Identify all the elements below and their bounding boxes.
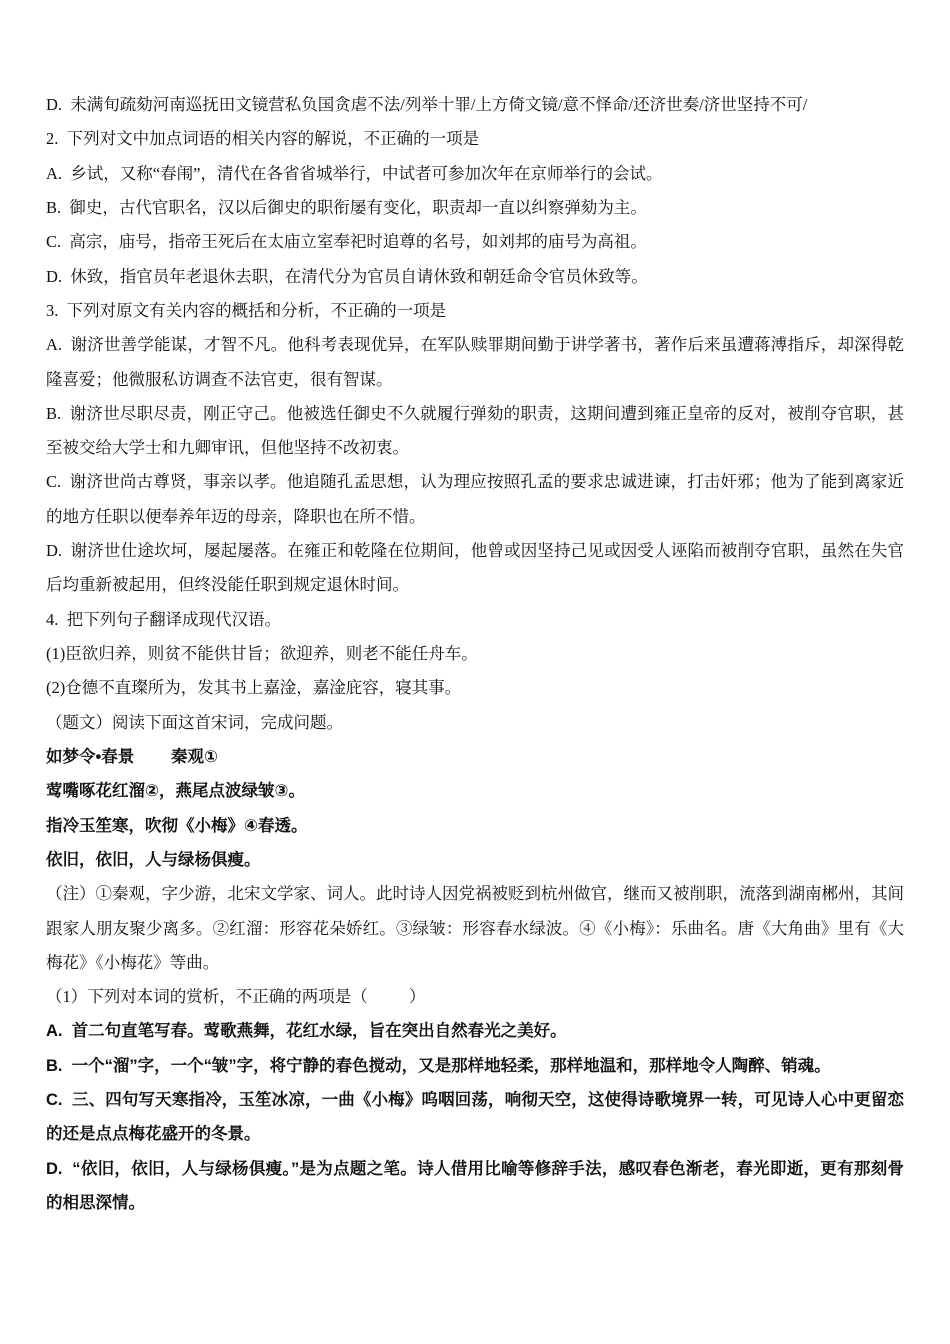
paragraph-13: (1)臣欲归养，则贫不能供甘旨；欲迎养，则老不能任舟车。 — [46, 644, 478, 663]
paragraph-9: B. 谢济世尽职尽责，刚正守己。他被选任御史不久就履行弹劾的职责，这期间遭到雍正皇帝的反对，被削夺官职，甚至被交给大学士和九卿审讯，但他坚持不改初衷。 — [46, 403, 904, 458]
paragraph-15: （题文）阅读下面这首宋词，完成问题。 — [46, 712, 343, 732]
paragraph-21: （1）下列对本词的赏析，不正确的两项是（ ） — [46, 987, 426, 1007]
paragraph-18: 指冷玉笙寒，吹彻《小梅》④春透。 — [46, 816, 308, 835]
paragraph-5: C. 高宗，庙号，指帝王死后在太庙立室奉祀时追尊的名号，如刘邦的庙号为高祖。 — [46, 232, 647, 252]
paragraph-4: B. 御史，古代官职名，汉以后御史的职衔屡有变化，职责却一直以纠察弹劾为主。 — [46, 197, 647, 217]
paragraph-16: 如梦令•春景 秦观① — [46, 747, 218, 766]
paragraph-20: （注）①秦观，字少游，北宋文学家、词人。此时诗人因党祸被贬到杭州做官，继而又被削职，流落到湖南郴州，其间跟家人朋友聚少离多。②红溜：形容花朵娇红。③绿皱：形容春水绿波。④《小梅》：乐曲名。唐《大角曲》里有《大梅花》《小梅花》等曲。 — [46, 884, 904, 972]
paragraph-14: (2)仓德不直璨所为，发其书上嘉淦，嘉淦庇容，寝其事。 — [46, 678, 462, 698]
paragraph-7: 3. 下列对原文有关内容的概括和分析，不正确的一项是 — [46, 300, 447, 320]
paragraph-19: 依旧，依旧，人与绿杨俱瘦。 — [46, 850, 261, 869]
paragraph-3: A. 乡试，又称“春闱”，清代在各省省城举行，中试者可参加次年在京师举行的会试。 — [46, 163, 663, 183]
paragraph-11: D. 谢济世仕途坎坷，屡起屡落。在雍正和乾隆在位期间，他曾或因坚持己见或因受人诬陷而被削夺官职，虽然在失官后均重新被起用，但终没能任职到规定退休时间。 — [46, 541, 904, 595]
paragraph-24: C. 三、四句写天寒指冷，玉笙冰凉，一曲《小梅》呜咽回荡，响彻天空，这使得诗歌境界一转，可见诗人心中更留恋的还是点点梅花盛开的冬景。 — [46, 1091, 904, 1144]
paragraph-8: A. 谢济世善学能谋，才智不凡。他科考表现优异，在军队赎罪期间勤于讲学著书，著作后来虽遭蒋溥指斥，却深得乾隆喜爱；他微服私访调查不法官吏，很有智谋。 — [46, 335, 904, 389]
paragraph-6: D. 休致，指官员年老退休去职，在清代分为官员自请休致和朝廷命令官员休致等。 — [46, 266, 648, 286]
paragraph-1: D. 未满旬疏劾河南巡抚田文镜营私负国贪虐不法/列举十罪/上方倚文镜/意不怿命/还济世奏/济世坚持不可/ — [46, 95, 808, 114]
paragraph-17: 莺嘴啄花红溜②，燕尾点波绿皱③。 — [46, 782, 305, 801]
paragraph-10: C. 谢济世尚古尊贤，事亲以孝。他追随孔孟思想，认为理应按照孔孟的要求忠诚进谏，打击奸邪；他为了能到离家近的地方任职以便奉养年迈的母亲，降职也在所不惜。 — [46, 472, 904, 526]
paragraph-2: 2. 下列对文中加点词语的相关内容的解说，不正确的一项是 — [46, 129, 480, 149]
paragraph-25: D. “依旧，依旧，人与绿杨俱瘦。”是为点题之笔。诗人借用比喻等修辞手法，感叹春色渐老，春光即逝，更有那刻骨的相思深情。 — [46, 1159, 904, 1212]
paragraph-12: 4. 把下列句子翻译成现代汉语。 — [46, 609, 282, 629]
paragraph-22: A. 首二句直笔写春。莺歌燕舞，花红水绿，旨在突出自然春光之美好。 — [46, 1022, 567, 1041]
paragraph-23: B. 一个“溜”字，一个“皱”字，将宁静的春色搅动，又是那样地轻柔，那样地温和，那样地令人陶醉、销魂。 — [46, 1056, 831, 1075]
